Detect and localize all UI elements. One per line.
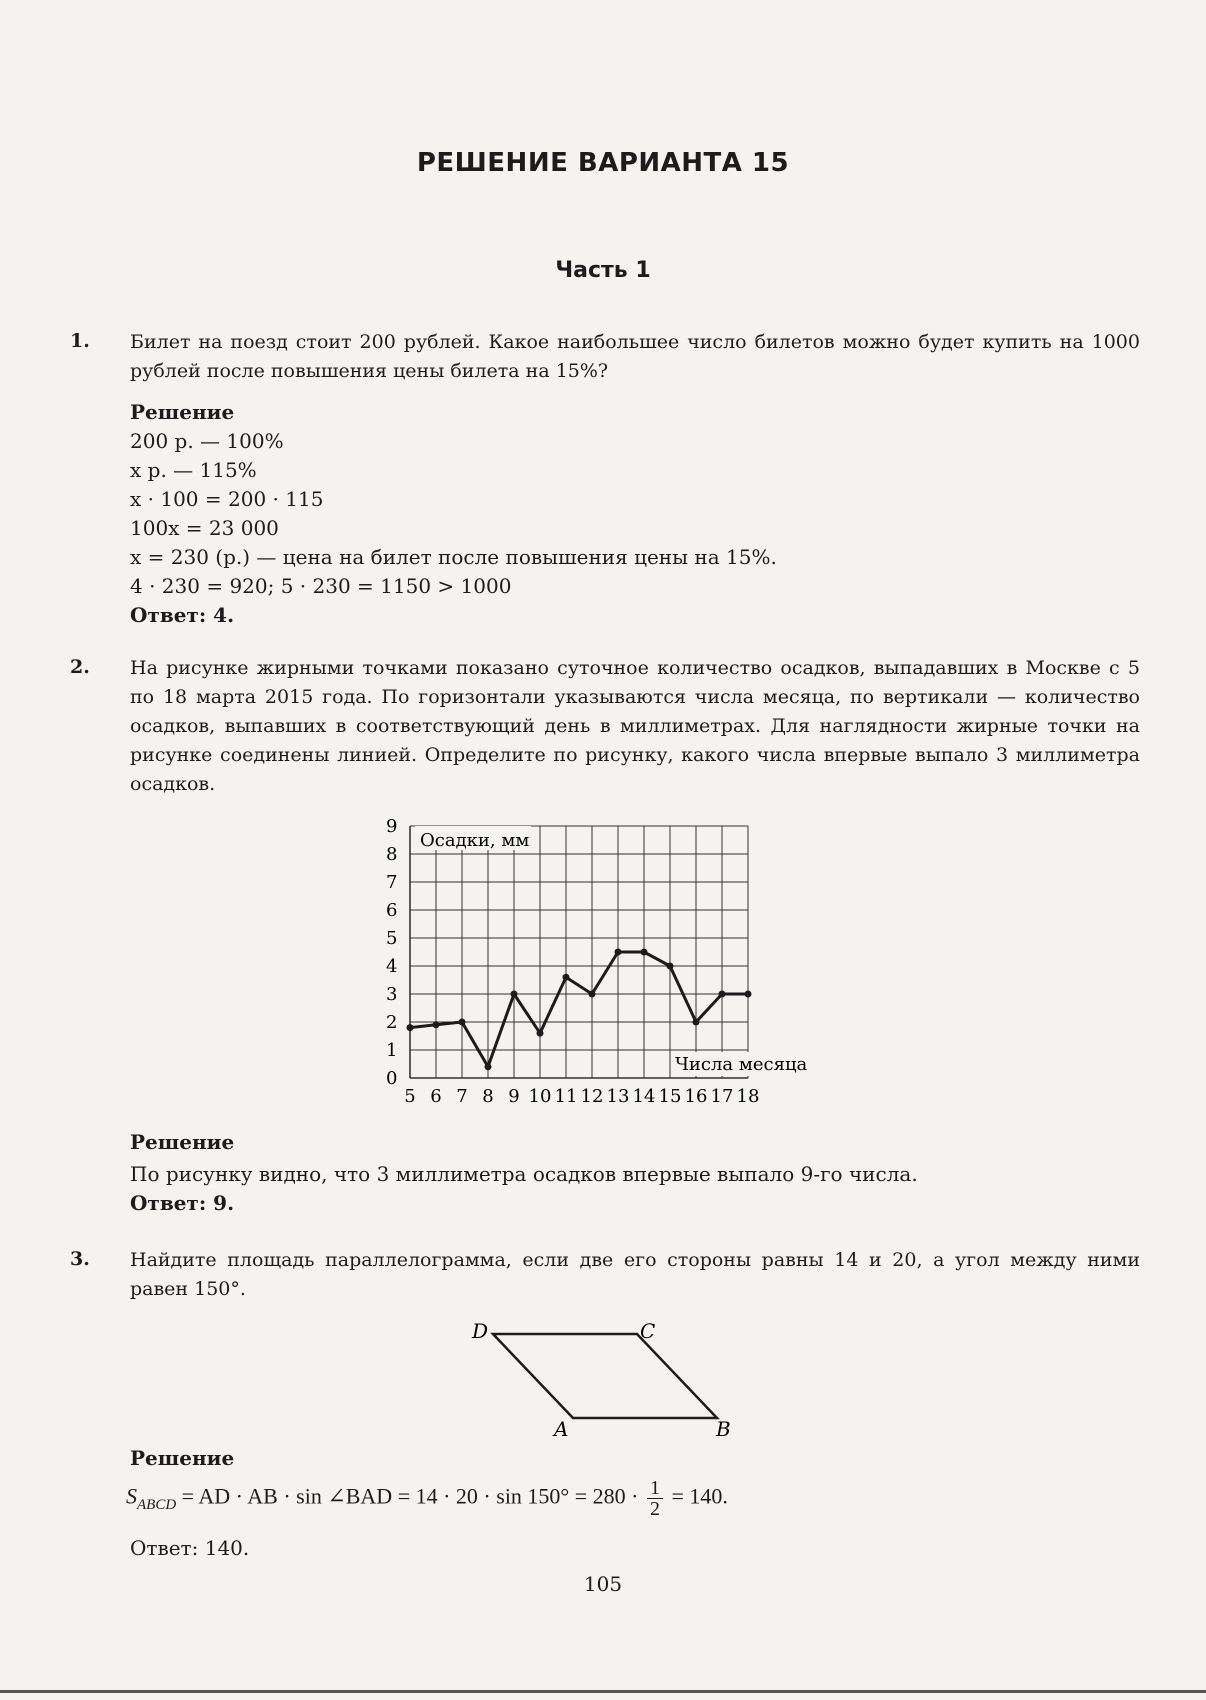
data-point [589,991,596,998]
task-2-text: На рисунке жирными точками показано суточное количество осадков, выпадавших в Москве с 5 по 18 марта 2015 года. По горизонтали указываются числа месяца, по вертикали — количество осадков, выпавших в соответствующий день в миллиметрах. Для наглядности жирные точки на рисунке соединены линией. Определите по рисунку, какого числа впервые выпало 3 миллиметра осадков. [130,657,1140,795]
data-point [693,1019,700,1026]
task-1-line: 100x = 23 000 [130,516,279,540]
y-tick-label: 8 [386,844,398,865]
data-point [433,1021,440,1028]
formula-body: = AD · AB · sin ∠BAD = 14 · 20 · sin 150° = 280 · [176,1483,644,1509]
task-3-text: Найдите площадь параллелограмма, если две его стороны равны 14 и 20, а угол между ними равен 150°. [130,1249,1140,1300]
chart-xlabel: Числа месяца [675,1054,808,1075]
x-tick-label: 7 [456,1086,468,1107]
formula-result: = 140. [665,1483,728,1509]
task-2-number: 2. [70,656,90,678]
y-tick-label: 7 [386,872,398,893]
y-tick-label: 2 [386,1012,398,1033]
x-tick-label: 9 [508,1086,520,1107]
vertex-label-a: A [554,1417,569,1441]
data-point [485,1063,492,1070]
task-1-line: 200 р. — 100% [130,429,284,453]
data-point [407,1024,414,1031]
task-3-answer: Ответ: 140. [130,1536,250,1560]
page-number: 105 [583,1572,623,1596]
y-tick-label: 6 [386,900,398,921]
data-point [719,991,726,998]
x-tick-label: 10 [528,1086,552,1107]
y-tick-label: 3 [386,984,398,1005]
task-1-line: x = 230 (р.) — цена на билет после повышения цены на 15%. [130,545,777,569]
y-tick-label: 5 [386,928,398,949]
data-point [745,991,752,998]
fraction-denominator: 2 [649,1498,660,1520]
x-tick-label: 8 [482,1086,494,1107]
x-tick-label: 12 [580,1086,604,1107]
task-2-solution: По рисунку видно, что 3 миллиметра осадков впервые выпало 9-го числа. [130,1162,918,1186]
part-heading: Часть 1 [555,258,651,283]
y-tick-label: 9 [386,816,398,837]
y-tick-label: 4 [386,956,398,977]
vertex-label-b: B [716,1417,731,1441]
task-3-solution-heading: Решение [130,1446,235,1470]
x-tick-label: 5 [404,1086,416,1107]
data-point [615,949,622,956]
task-2-answer: Ответ: 9. [130,1191,235,1215]
vertex-label-d: D [472,1319,489,1343]
x-tick-label: 6 [430,1086,442,1107]
task-1-line: 4 · 230 = 920; 5 · 230 = 1150 > 1000 [130,574,512,598]
data-point [667,963,674,970]
x-tick-label: 14 [632,1086,656,1107]
task-1-number: 1. [70,330,90,352]
x-tick-label: 18 [736,1086,760,1107]
chart-ylabel: Осадки, мм [420,830,530,851]
precipitation-chart [370,816,830,1116]
task-3-number: 3. [70,1248,90,1270]
parallelogram-shape [493,1334,717,1418]
x-tick-label: 15 [658,1086,682,1107]
fraction-numerator: 1 [647,1478,663,1499]
data-point [511,991,518,998]
page-title: РЕШЕНИЕ ВАРИАНТА 15 [416,148,790,178]
chart-grid [410,826,748,1078]
data-point [459,1019,466,1026]
data-point [537,1030,544,1037]
data-point [641,949,648,956]
data-point [563,974,570,981]
x-tick-label: 11 [554,1086,578,1107]
bottom-rule [0,1690,1206,1693]
task-2-solution-heading: Решение [130,1130,235,1154]
task-3-formula [126,1478,728,1519]
formula-fraction [647,1478,663,1519]
x-tick-label: 13 [606,1086,630,1107]
parallelogram-figure [460,1310,750,1450]
y-tick-label: 0 [386,1068,398,1089]
task-1-line: x р. — 115% [130,458,257,482]
x-tick-label: 17 [710,1086,734,1107]
vertex-label-c: C [640,1319,656,1343]
task-1-text: Билет на поезд стоит 200 рублей. Какое наибольшее число билетов можно будет купить на 1000 рублей после повышения цены билета на 15%? [130,331,1140,382]
formula-s: S [126,1483,137,1509]
x-tick-label: 16 [684,1086,708,1107]
task-1-solution-heading: Решение [130,400,235,424]
y-tick-label: 1 [386,1040,398,1061]
formula-subscript: ABCD [137,1496,177,1513]
task-1-line: x · 100 = 200 · 115 [130,487,324,511]
task-1-answer: Ответ: 4. [130,603,235,627]
